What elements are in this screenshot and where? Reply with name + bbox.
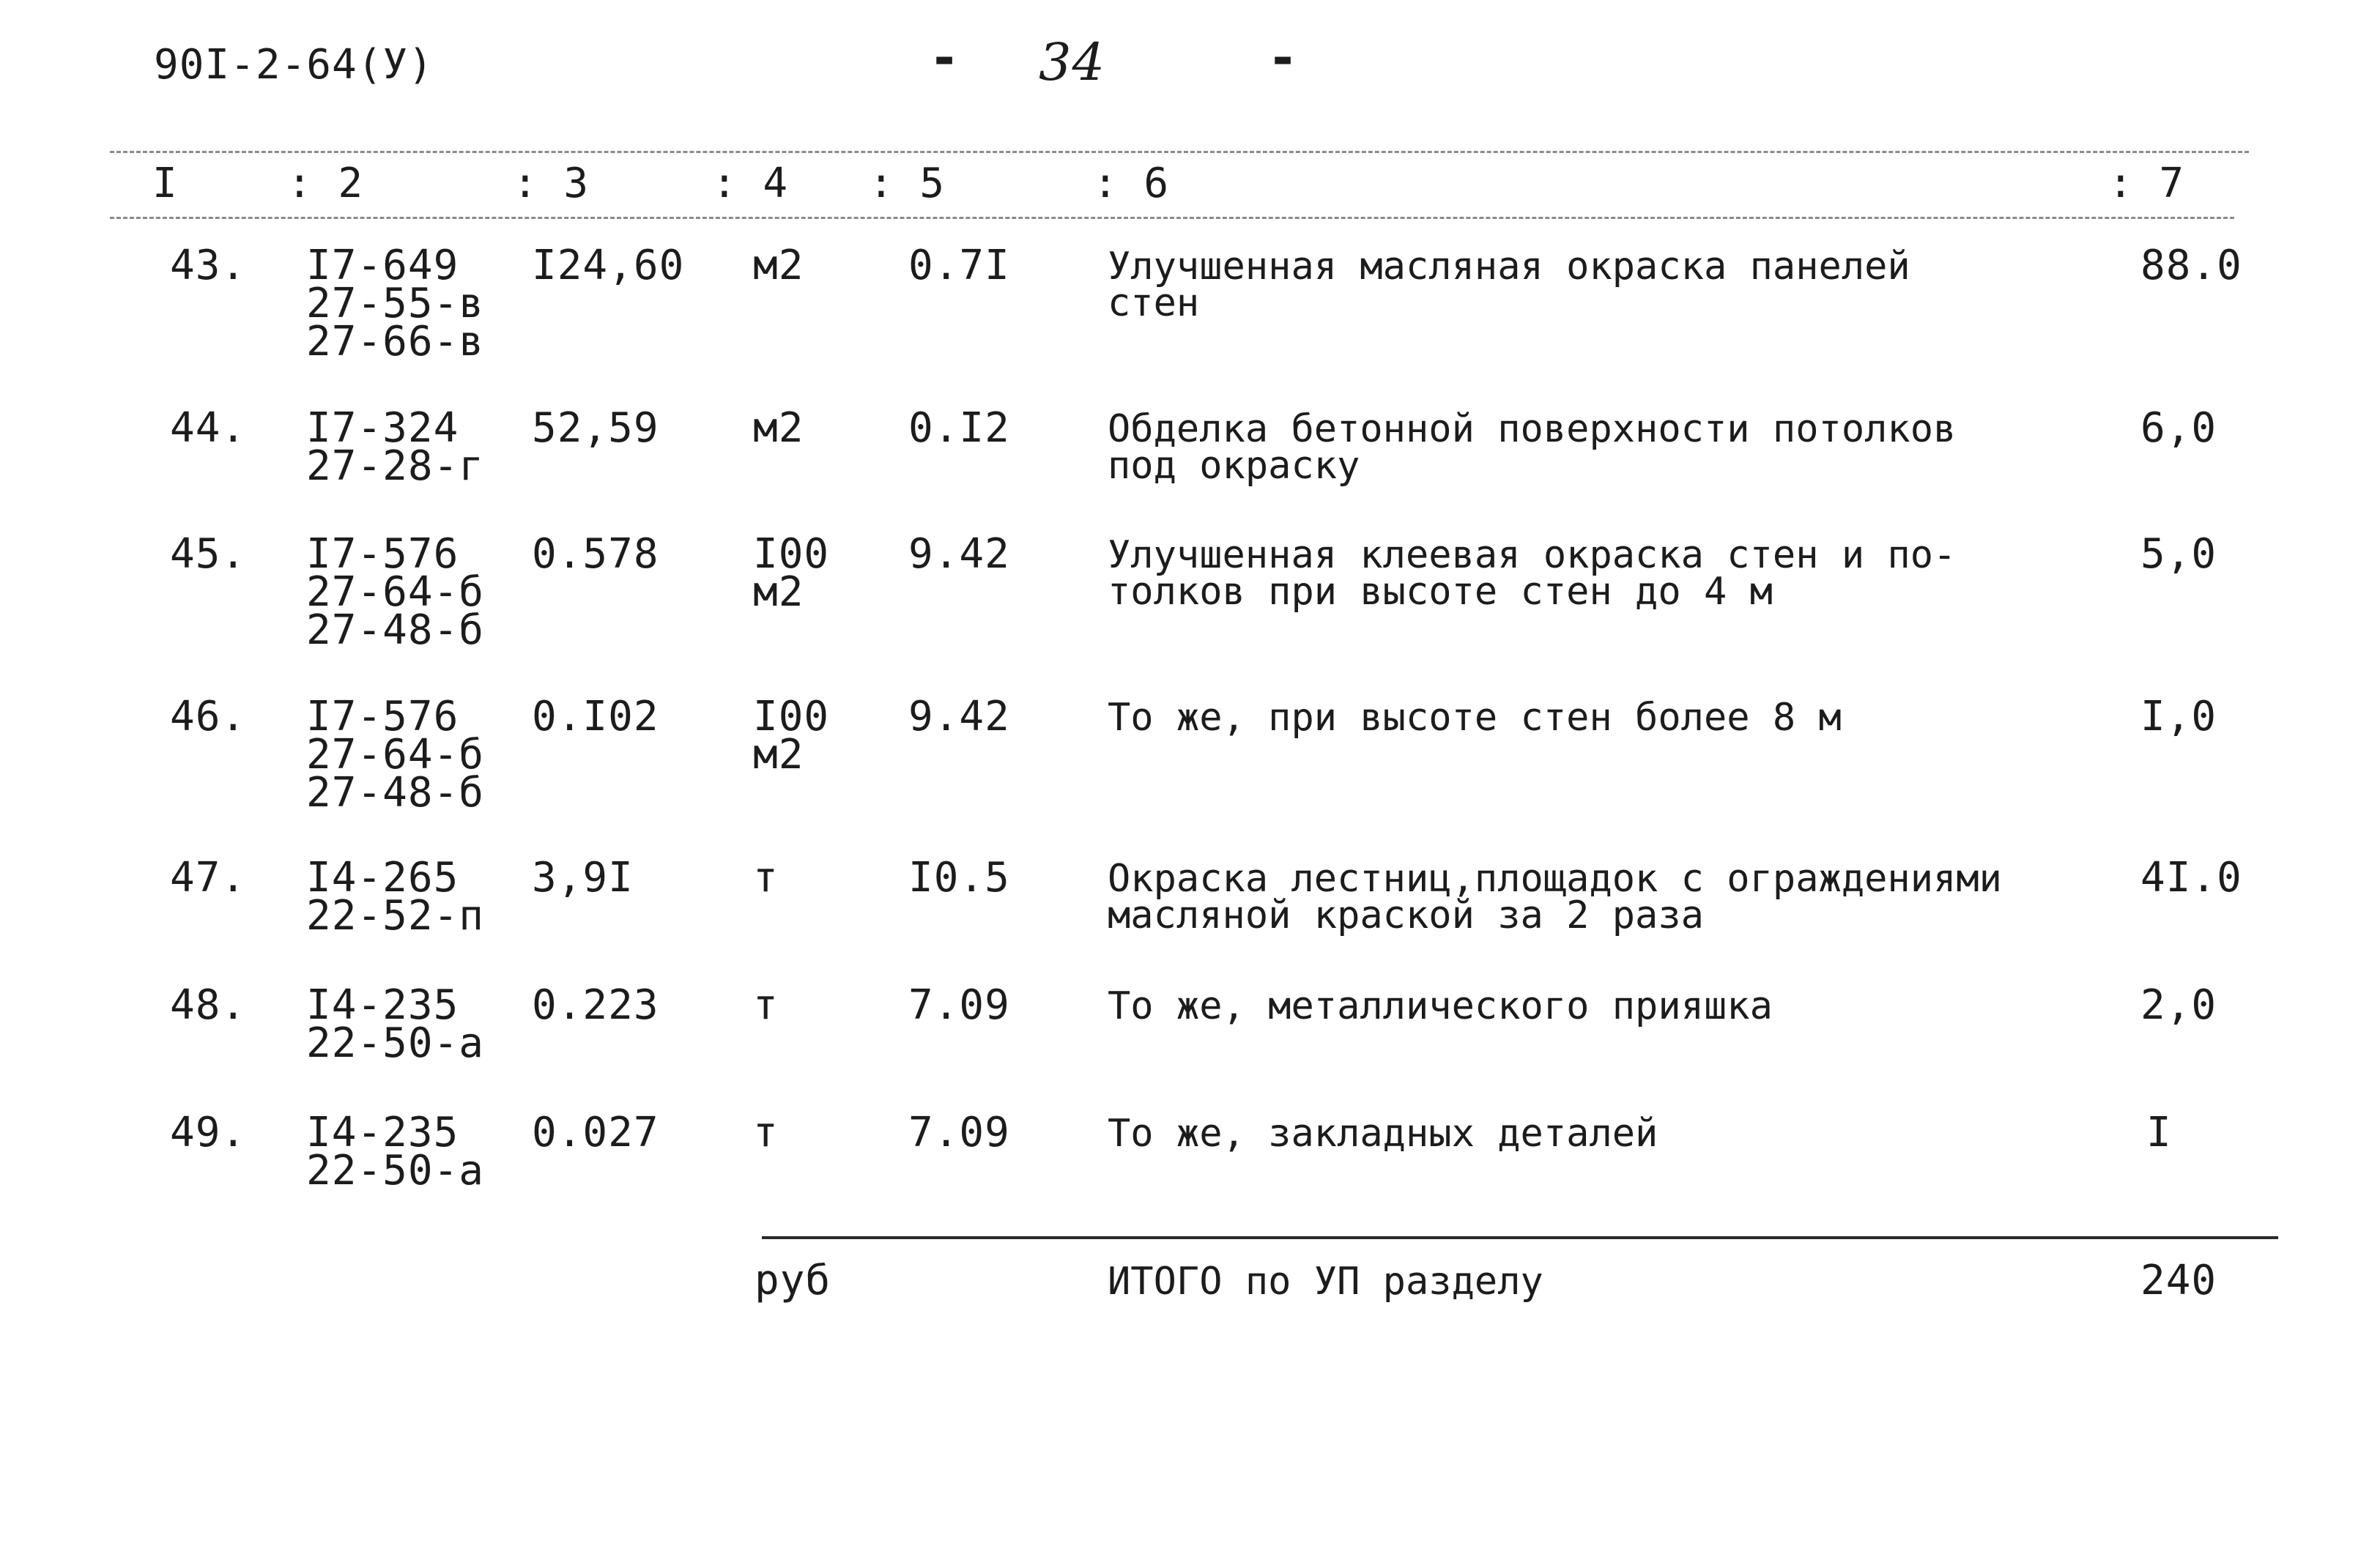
unit-price: 0.I2	[908, 404, 1010, 452]
column-header-6: : 6	[1093, 160, 1170, 207]
norm-code: 22-50-а	[306, 1147, 485, 1194]
work-description: То же, закладных деталей	[1108, 1112, 1658, 1156]
work-description: То же, металлического прияшка	[1108, 984, 1773, 1028]
unit-price: 0.7I	[908, 242, 1010, 289]
norm-code: 27-28-г	[306, 442, 485, 490]
unit: м2	[753, 242, 804, 289]
row-number: 46.	[170, 693, 247, 740]
quantity: 3,9I	[532, 854, 634, 902]
quantity: 52,59	[532, 404, 659, 452]
column-header-1: I	[152, 160, 178, 207]
work-description: Окраска лестниц,площадок с ограждениями	[1108, 857, 2002, 901]
unit: т	[753, 854, 779, 902]
column-header-7: : 7	[2108, 160, 2185, 207]
unit-price: 7.09	[908, 1109, 1010, 1156]
unit: I00	[753, 530, 830, 578]
unit: м2	[753, 731, 804, 778]
unit: т	[753, 1109, 779, 1156]
work-description: под окраску	[1108, 444, 1360, 488]
norm-code: 22-52-п	[306, 892, 485, 940]
norm-code: 27-55-в	[306, 280, 485, 327]
norm-code: 27-66-в	[306, 318, 485, 365]
column-header-5: : 5	[869, 160, 946, 207]
summary-label: ИТОГО по УП разделу	[1108, 1260, 1543, 1304]
norm-code: 27-48-б	[306, 606, 485, 654]
norm-code: 27-48-б	[306, 769, 485, 817]
norm-code: I4-235	[306, 981, 459, 1029]
page-number: 34	[1039, 32, 1106, 92]
row-total: 2,0	[2140, 981, 2217, 1029]
column-header-4: : 4	[712, 160, 789, 207]
summary-total: 240	[2140, 1257, 2217, 1304]
unit: м2	[753, 568, 804, 616]
unit-price: 9.42	[908, 693, 1010, 740]
row-number: 43.	[170, 242, 247, 289]
row-number: 47.	[170, 854, 247, 902]
work-description: Улучшенная масляная окраска панелей	[1108, 245, 1910, 289]
work-description: Обделка бетонной поверхности потолков	[1108, 407, 1957, 451]
row-number: 44.	[170, 404, 247, 452]
work-description: масляной краской за 2 раза	[1108, 893, 1704, 937]
column-header-3: : 3	[513, 160, 590, 207]
page-dash-right: -	[1267, 28, 1300, 88]
work-description: Улучшенная клеевая окраска стен и по-	[1108, 533, 1957, 577]
quantity: 0.027	[532, 1109, 659, 1156]
unit: I00	[753, 693, 830, 740]
header-bottom-rule	[110, 217, 2234, 219]
norm-code: 27-64-б	[306, 731, 485, 778]
norm-code: I4-235	[306, 1109, 459, 1156]
norm-code: I7-324	[306, 404, 459, 452]
header-top-rule	[110, 151, 2249, 153]
quantity: I24,60	[532, 242, 685, 289]
norm-code: I7-649	[306, 242, 459, 289]
summary-rule	[762, 1236, 2278, 1239]
row-number: 45.	[170, 530, 247, 578]
unit-price: 9.42	[908, 530, 1010, 578]
row-total: I	[2146, 1109, 2172, 1156]
row-number: 48.	[170, 981, 247, 1029]
summary-unit: руб	[755, 1257, 831, 1304]
row-total: 88.0	[2140, 242, 2242, 289]
row-total: I,0	[2140, 693, 2217, 740]
unit: т	[753, 981, 779, 1029]
document-code: 90I-2-64(У)	[154, 41, 434, 89]
norm-code: 27-64-б	[306, 568, 485, 616]
norm-code: I7-576	[306, 693, 459, 740]
page-dash-left: -	[929, 28, 961, 88]
column-header-2: : 2	[287, 160, 364, 207]
norm-code: I7-576	[306, 530, 459, 578]
quantity: 0.578	[532, 530, 659, 578]
row-number: 49.	[170, 1109, 247, 1156]
work-description: толков при высоте стен до 4 м	[1108, 570, 1773, 614]
row-total: 5,0	[2140, 530, 2217, 578]
norm-code: I4-265	[306, 854, 459, 902]
work-description: То же, при высоте стен более 8 м	[1108, 696, 1842, 740]
work-description: стен	[1108, 281, 1200, 325]
quantity: 0.223	[532, 981, 659, 1029]
row-total: 4I.0	[2140, 854, 2242, 902]
quantity: 0.I02	[532, 693, 659, 740]
unit: м2	[753, 404, 804, 452]
unit-price: 7.09	[908, 981, 1010, 1029]
row-total: 6,0	[2140, 404, 2217, 452]
norm-code: 22-50-а	[306, 1019, 485, 1067]
unit-price: I0.5	[908, 854, 1010, 902]
